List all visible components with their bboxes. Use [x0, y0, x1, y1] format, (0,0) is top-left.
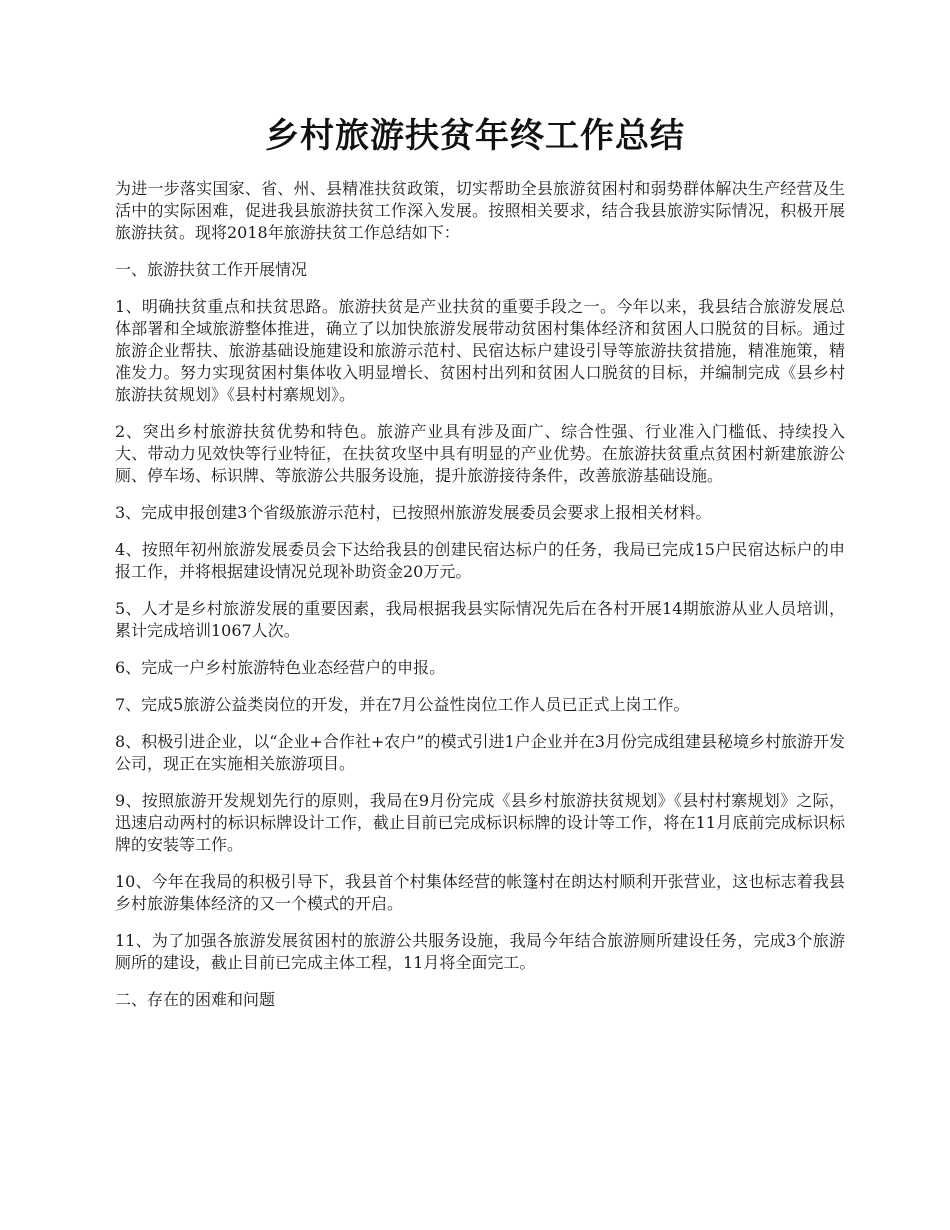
- list-item-4: 4、按照年初州旅游发展委员会下达给我县的创建民宿达标户的任务，我局已完成15户民宿达标户的申报工作，并将根据建设情况兑现补助资金20万元。: [115, 540, 845, 581]
- list-item-7: 7、完成5旅游公益类岗位的开发，并在7月公益性岗位工作人员已正式上岗工作。: [115, 695, 690, 714]
- section-heading-1: 一、旅游扶贫工作开展情况: [115, 260, 308, 279]
- list-item-1: 1、明确扶贫重点和扶贫思路。旅游扶贫是产业扶贫的重要手段之一。今年以来，我县结合旅游发展总体部署和全域旅游整体推进，确立了以加快旅游发展带动贫困村集体经济和贫困人口脱贫的目标。通过旅游企业帮扶、旅游基础设施建设和旅游示范村、民宿达标户建设引导等旅游扶贫措施，精准施策，精准发力。努力实现贫困村集体收入明显增长、贫困村出列和贫困人口脱贫的目标，并编制完成《县乡村旅游扶贫规划》《县村村寨规划》。: [115, 297, 845, 404]
- list-item-8: 8、积极引进企业，以“企业+合作社+农户”的模式引进1户企业并在3月份完成组建县秘境乡村旅游开发公司，现正在实施相关旅游项目。: [115, 732, 845, 773]
- document-body: [115, 178, 845, 1026]
- list-item-9: 9、按照旅游开发规划先行的原则，我局在9月份完成《县乡村旅游扶贫规划》《县村村寨规划》之际，迅速启动两村的标识标牌设计工作，截止目前已完成标识标牌的设计等工作，将在11月底前完成标识标牌的安装等工作。: [115, 791, 845, 854]
- document-title: 乡村旅游扶贫年终工作总结: [265, 116, 685, 156]
- list-item-5: 5、人才是乡村旅游发展的重要因素，我局根据我县实际情况先后在各村开展14期旅游从业人员培训，累计完成培训1067人次。: [115, 599, 845, 640]
- section-heading-2: 二、存在的困难和问题: [115, 990, 276, 1009]
- list-item-2: 2、突出乡村旅游扶贫优势和特色。旅游产业具有涉及面广、综合性强、行业准入门槛低、持续投入大、带动力见效快等行业特征，在扶贫攻坚中具有明显的产业优势。在旅游扶贫重点贫困村新建旅游公厕、停车场、标识牌、等旅游公共服务设施，提升旅游接待条件，改善旅游基础设施。: [115, 422, 845, 485]
- list-item-6: 6、完成一户乡村旅游特色业态经营户的申报。: [115, 658, 446, 677]
- list-item-11: 11、为了加强各旅游发展贫困村的旅游公共服务设施，我局今年结合旅游厕所建设任务，完成3个旅游厕所的建设，截止目前已完成主体工程，11月将全面完工。: [115, 931, 845, 972]
- list-item-3: 3、完成申报创建3个省级旅游示范村，已按照州旅游发展委员会要求上报相关材料。: [115, 503, 712, 522]
- list-item-10: 10、今年在我局的积极引导下，我县首个村集体经营的帐篷村在朗达村顺利开张营业，这也标志着我县乡村旅游集体经济的又一个模式的开启。: [115, 872, 845, 913]
- intro-paragraph: 为进一步落实国家、省、州、县精准扶贫政策，切实帮助全县旅游贫困村和弱势群体解决生产经营及生活中的实际困难，促进我县旅游扶贫工作深入发展。按照相关要求，结合我县旅游实际情况，积极开展旅游扶贫。现将2018年旅游扶贫工作总结如下：: [115, 179, 845, 242]
